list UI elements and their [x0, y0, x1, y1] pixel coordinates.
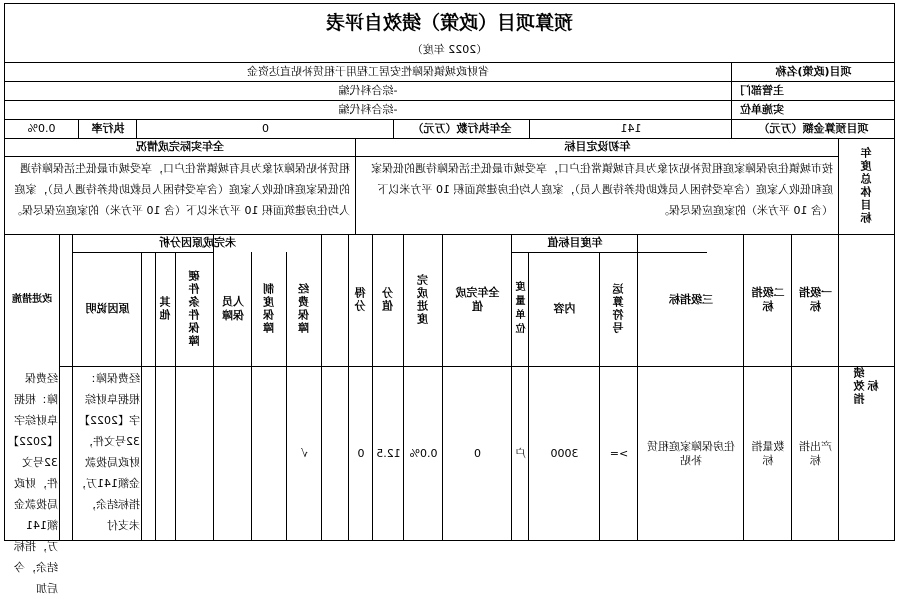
row-score: 0 [357, 446, 365, 460]
col-operator: 运算符号 [612, 283, 625, 335]
col-funding: 经费保障 [297, 283, 311, 335]
annual-target-header: 年度目标值 [547, 236, 603, 249]
row-hardware [176, 366, 214, 541]
impl-label: 实施单位 [740, 102, 784, 116]
actual-result-text: 租赁补贴保障对象为具有城镇常住户口，享受城市最低生活保障待遇的低保家庭和低收入家庭（含享受特困人员救助供养待遇人员），家庭人均住房建筑面积 10 平方米以下（含 10 平方米）的家庭应保尽保。 [11, 162, 350, 217]
reasons-header: 未完成原因分析 [159, 236, 236, 249]
col-level1: 一级指标 [799, 286, 832, 313]
col-hardware: 硬件条件保障 [188, 270, 201, 348]
project-name-value: 省财政城镇保障性安居工程用于租赁补贴直达资金 [247, 64, 489, 78]
col-measures: 改进措施 [12, 294, 52, 305]
row-other [156, 366, 176, 541]
dept-label: 主管部门 [740, 83, 784, 97]
col-other: 其他 [159, 296, 172, 322]
row-content: 3000 [550, 446, 579, 460]
annual-goals-label: 年度总体目标 [860, 147, 873, 225]
actual-result-header: 全年实际完成情况 [136, 140, 224, 153]
exec-value: 0 [262, 121, 269, 135]
report-year: （2022 年度） [411, 43, 488, 56]
budget-value: 141 [620, 121, 642, 135]
row-funding-check: √ [301, 446, 309, 460]
rate-label: 执行率 [91, 121, 125, 135]
row-reason-note: 经费保障：根据阜财综字【2022】32号文件，财政局拨款金额141万，指标结余，未支付 [75, 372, 140, 532]
page-title: 预算项目（政策）绩效自评表 [326, 12, 574, 34]
row-staff [214, 366, 252, 541]
row-measures: 经费保障：根据阜财综字【2022】32号文件，财政局拨款金额141万，指标结余，今后加 [8, 372, 58, 595]
row-weight: 12.5 [376, 446, 401, 460]
perf-indicators-label: 绩效指标 [853, 366, 880, 406]
rate-value: 0.0% [27, 121, 56, 135]
col-reason-note: 原因说明 [85, 302, 130, 315]
row-operator: >= [609, 446, 629, 460]
row-system [252, 366, 287, 541]
col-weight: 分值 [381, 287, 395, 313]
col-progress: 完成进度 [416, 274, 430, 326]
row-level2: 数量指标 [751, 439, 785, 467]
col-level3: 三级指标 [669, 293, 713, 306]
col-score: 得分 [354, 287, 367, 313]
planned-goal-header: 年初设定目标 [564, 140, 631, 153]
row-level3: 住房保障家庭租赁补贴 [647, 439, 735, 467]
project-name-label: 项目(政策)名称 [775, 64, 852, 78]
col-completion: 全年完成值 [455, 286, 500, 313]
row-progress: 0.0% [409, 446, 438, 460]
planned-goal-text: 按市城镇住房保障家庭租赁补贴对象为具有城镇常住户口，享受城市最低生活保障待遇的低保家庭和低收入家庭（含享受特困人员救助供养待遇人员），家庭人均住房建筑面积 10 平方米以下（含 10 平方米）的家庭应保尽保。 [371, 162, 833, 217]
col-staff: 人员保障 [222, 295, 244, 322]
col-unit: 度量单位 [515, 282, 526, 335]
row-unit: 户 [515, 446, 526, 460]
row-level1: 产出指标 [799, 439, 832, 467]
dept-value: -综合科代编 [338, 83, 398, 97]
exec-label: 全年执行数（万元） [412, 121, 512, 135]
impl-value: -综合科代编 [338, 102, 398, 116]
budget-label: 项目预算金额（万元） [758, 121, 869, 135]
row-completion: 0 [474, 446, 481, 460]
col-system: 制度保障 [262, 283, 276, 335]
col-level2: 二级指标 [751, 286, 785, 313]
col-content: 内容 [553, 302, 576, 315]
